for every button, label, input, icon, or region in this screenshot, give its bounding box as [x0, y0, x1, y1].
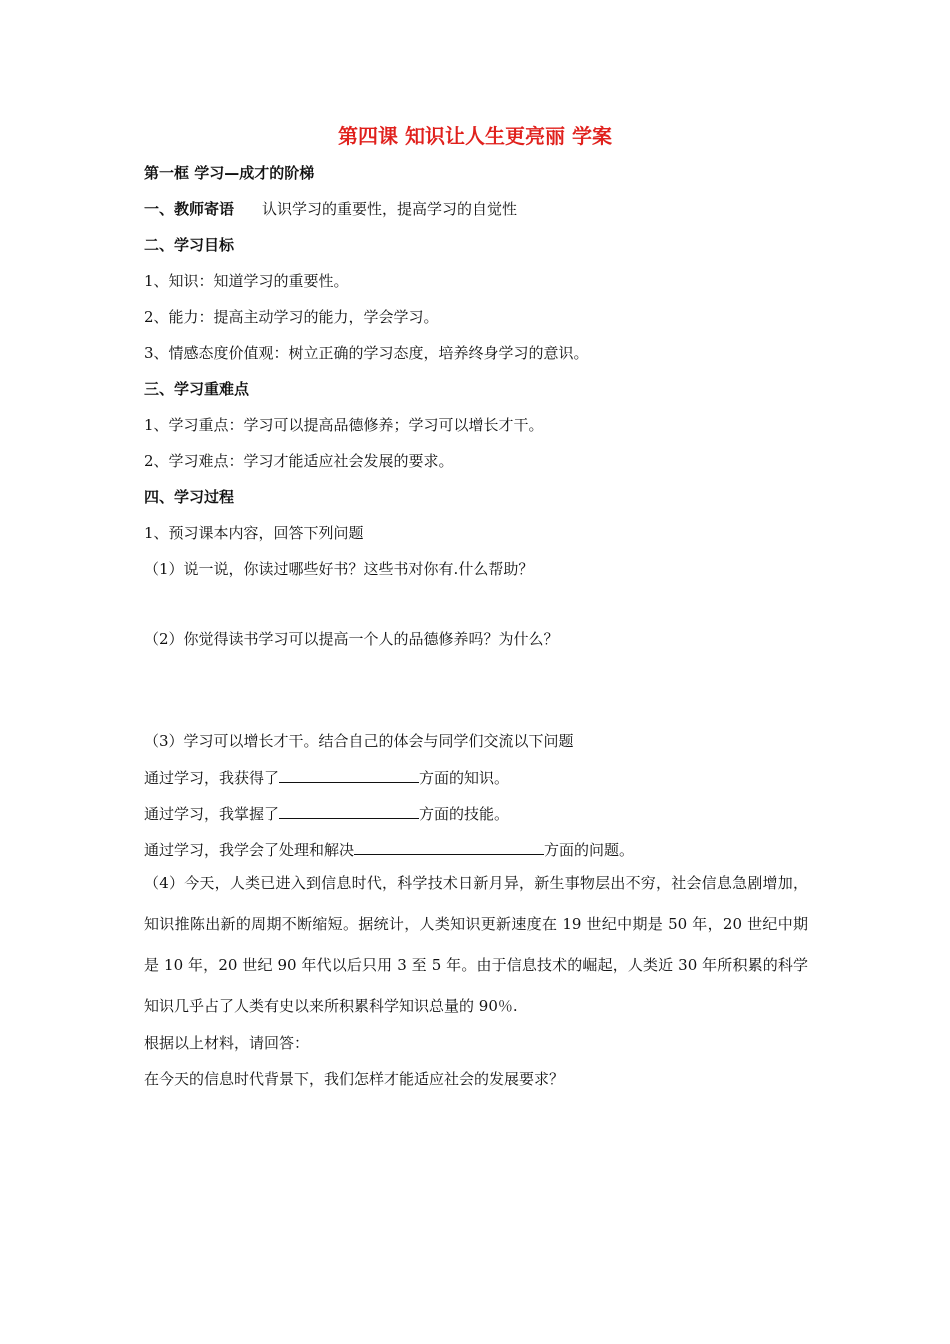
answer-blank[interactable] [279, 766, 419, 783]
process-intro: 1、预习课本内容，回答下列问题 [144, 524, 364, 542]
fill-in-knowledge [144, 766, 509, 789]
fill-text-after: 方面的问题。 [544, 841, 635, 859]
process-heading: 四、学习过程 [144, 488, 235, 506]
answer-blank[interactable] [279, 802, 419, 819]
goal-item: 1、知识：知道学习的重要性。 [144, 272, 349, 290]
page-title: 第四课 知识让人生更亮丽 学案 [338, 124, 612, 148]
keypoint-item: 1、学习重点：学习可以提高品德修养；学习可以增长才干。 [144, 416, 544, 434]
keypoints-heading: 三、学习重难点 [144, 380, 250, 398]
question-3: （3）学习可以增长才干。结合自己的体会与同学们交流以下问题 [144, 732, 574, 750]
teacher-text: 认识学习的重要性，提高学习的自觉性 [262, 200, 518, 218]
question-4-prompt: 根据以上材料，请回答： [144, 1034, 310, 1052]
question-2: （2）你觉得读书学习可以提高一个人的品德修养吗？为什么？ [144, 630, 559, 648]
fill-text-before: 通过学习，我学会了处理和解决 [144, 841, 355, 859]
fill-in-skills [144, 802, 509, 825]
answer-blank[interactable] [354, 838, 544, 855]
teacher-message [144, 198, 517, 220]
question-1: （1）说一说，你读过哪些好书？这些书对你有.什么帮助？ [144, 560, 534, 578]
fill-text-after: 方面的技能。 [419, 805, 510, 823]
fill-text-before: 通过学习，我掌握了 [144, 805, 280, 823]
frame-title: 第一框 学习—成才的阶梯 [144, 164, 315, 182]
goals-heading: 二、学习目标 [144, 236, 235, 254]
question-4-question: 在今天的信息时代背景下，我们怎样才能适应社会的发展要求？ [144, 1070, 565, 1088]
goal-item: 2、能力：提高主动学习的能力，学会学习。 [144, 308, 439, 326]
question-4-passage: （4）今天，人类已进入到信息时代，科学技术日新月异，新生事物层出不穷，社会信息急剧增加，知识推陈出新的周期不断缩短。据统计，人类知识更新速度在 19 世纪中期是 50 年，20 世纪中期是 10 年，20 世纪 90 年代以后只用 3 至 5 年。由于信息技术的崛起，人类近 30 年所积累的科学知识几乎占了人类有史以来所积累科学知识总量的 90％. [144, 874, 808, 1015]
fill-text-after: 方面的知识。 [419, 769, 510, 787]
keypoint-item: 2、学习难点：学习才能适应社会发展的要求。 [144, 452, 454, 470]
teacher-heading: 一、教师寄语 [144, 200, 235, 218]
goal-item: 3、情感态度价值观：树立正确的学习态度，培养终身学习的意识。 [144, 344, 589, 362]
fill-text-before: 通过学习，我获得了 [144, 769, 280, 787]
fill-in-problems [144, 838, 634, 861]
